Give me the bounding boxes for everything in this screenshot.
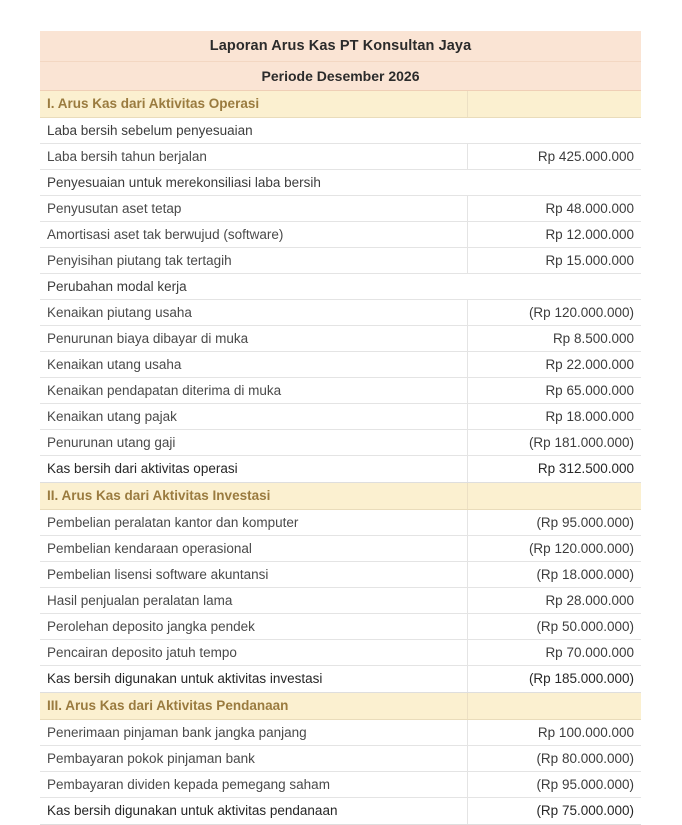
line-item-amount: Rp 22.000.000 [467,352,641,378]
report-title-row [40,31,641,62]
line-item-amount: Rp 18.000.000 [467,404,641,430]
line-item-amount: Rp 28.000.000 [467,588,641,614]
section-heading-value-cell [467,483,641,510]
subtotal-amount: (Rp 185.000.000) [467,666,641,693]
report-subtitle-row [40,62,641,91]
line-item-row [40,326,641,352]
line-item-amount: Rp 15.000.000 [467,248,641,274]
line-item-label: Pembelian kendaraan operasional [40,536,467,562]
line-item-amount: (Rp 95.000.000) [467,772,641,798]
line-item-label: Kenaikan utang pajak [40,404,467,430]
section-heading-value-cell [467,693,641,720]
line-item-amount: Rp 65.000.000 [467,378,641,404]
line-item-amount: (Rp 50.000.000) [467,614,641,640]
line-item-row [40,404,641,430]
subgroup-heading-row [40,170,641,196]
line-item-row [40,222,641,248]
subtotal-amount: (Rp 75.000.000) [467,798,641,825]
line-item-amount: Rp 12.000.000 [467,222,641,248]
section-heading-label: I. Arus Kas dari Aktivitas Operasi [40,91,467,118]
subgroup-heading-row [40,274,641,300]
line-item-label: Perolehan deposito jangka pendek [40,614,467,640]
line-item-amount: (Rp 95.000.000) [467,510,641,536]
report-subtitle: Periode Desember 2026 [40,62,641,91]
line-item-label: Kenaikan pendapatan diterima di muka [40,378,467,404]
line-item-amount: Rp 70.000.000 [467,640,641,666]
section-heading-label: II. Arus Kas dari Aktivitas Investasi [40,483,467,510]
line-item-amount: Rp 425.000.000 [467,144,641,170]
line-item-row [40,746,641,772]
line-item-amount: (Rp 181.000.000) [467,430,641,456]
section-heading-row [40,483,641,510]
subtotal-label: Kas bersih dari aktivitas operasi [40,456,467,483]
line-item-label: Penurunan biaya dibayar di muka [40,326,467,352]
line-item-row [40,640,641,666]
line-item-row [40,430,641,456]
line-item-label: Penurunan utang gaji [40,430,467,456]
line-item-label: Amortisasi aset tak berwujud (software) [40,222,467,248]
section-heading-label: III. Arus Kas dari Aktivitas Pendanaan [40,693,467,720]
subtotal-label: Kas bersih digunakan untuk aktivitas investasi [40,666,467,693]
line-item-label: Pembayaran pokok pinjaman bank [40,746,467,772]
line-item-amount: Rp 100.000.000 [467,720,641,746]
line-item-label: Pembelian peralatan kantor dan komputer [40,510,467,536]
line-item-row [40,562,641,588]
line-item-amount: (Rp 80.000.000) [467,746,641,772]
report-title: Laporan Arus Kas PT Konsultan Jaya [40,31,641,62]
line-item-amount: (Rp 18.000.000) [467,562,641,588]
line-item-row [40,196,641,222]
line-item-row [40,510,641,536]
report-body [40,31,641,825]
section-heading-row [40,693,641,720]
line-item-row [40,614,641,640]
line-item-label: Pembelian lisensi software akuntansi [40,562,467,588]
line-item-amount: (Rp 120.000.000) [467,300,641,326]
line-item-row [40,378,641,404]
subgroup-heading-label: Perubahan modal kerja [40,274,641,300]
line-item-row [40,720,641,746]
line-item-label: Kenaikan utang usaha [40,352,467,378]
subtotal-row [40,666,641,693]
line-item-label: Penyisihan piutang tak tertagih [40,248,467,274]
line-item-label: Hasil penjualan peralatan lama [40,588,467,614]
line-item-row [40,588,641,614]
section-heading-value-cell [467,91,641,118]
subtotal-row [40,456,641,483]
line-item-amount: Rp 8.500.000 [467,326,641,352]
line-item-label: Penyusutan aset tetap [40,196,467,222]
line-item-row [40,772,641,798]
line-item-label: Pencairan deposito jatuh tempo [40,640,467,666]
line-item-row [40,536,641,562]
subtotal-label: Kas bersih digunakan untuk aktivitas pendanaan [40,798,467,825]
cash-flow-statement-table [40,31,641,825]
line-item-label: Kenaikan piutang usaha [40,300,467,326]
subgroup-heading-label: Penyesuaian untuk merekonsiliasi laba bersih [40,170,641,196]
line-item-row [40,248,641,274]
subtotal-amount: Rp 312.500.000 [467,456,641,483]
line-item-amount: (Rp 120.000.000) [467,536,641,562]
line-item-label: Laba bersih tahun berjalan [40,144,467,170]
line-item-label: Pembayaran dividen kepada pemegang saham [40,772,467,798]
line-item-label: Penerimaan pinjaman bank jangka panjang [40,720,467,746]
line-item-amount: Rp 48.000.000 [467,196,641,222]
line-item-row [40,300,641,326]
line-item-row [40,144,641,170]
subgroup-heading-label: Laba bersih sebelum penyesuaian [40,118,641,144]
line-item-row [40,352,641,378]
subgroup-heading-row [40,118,641,144]
section-heading-row [40,91,641,118]
